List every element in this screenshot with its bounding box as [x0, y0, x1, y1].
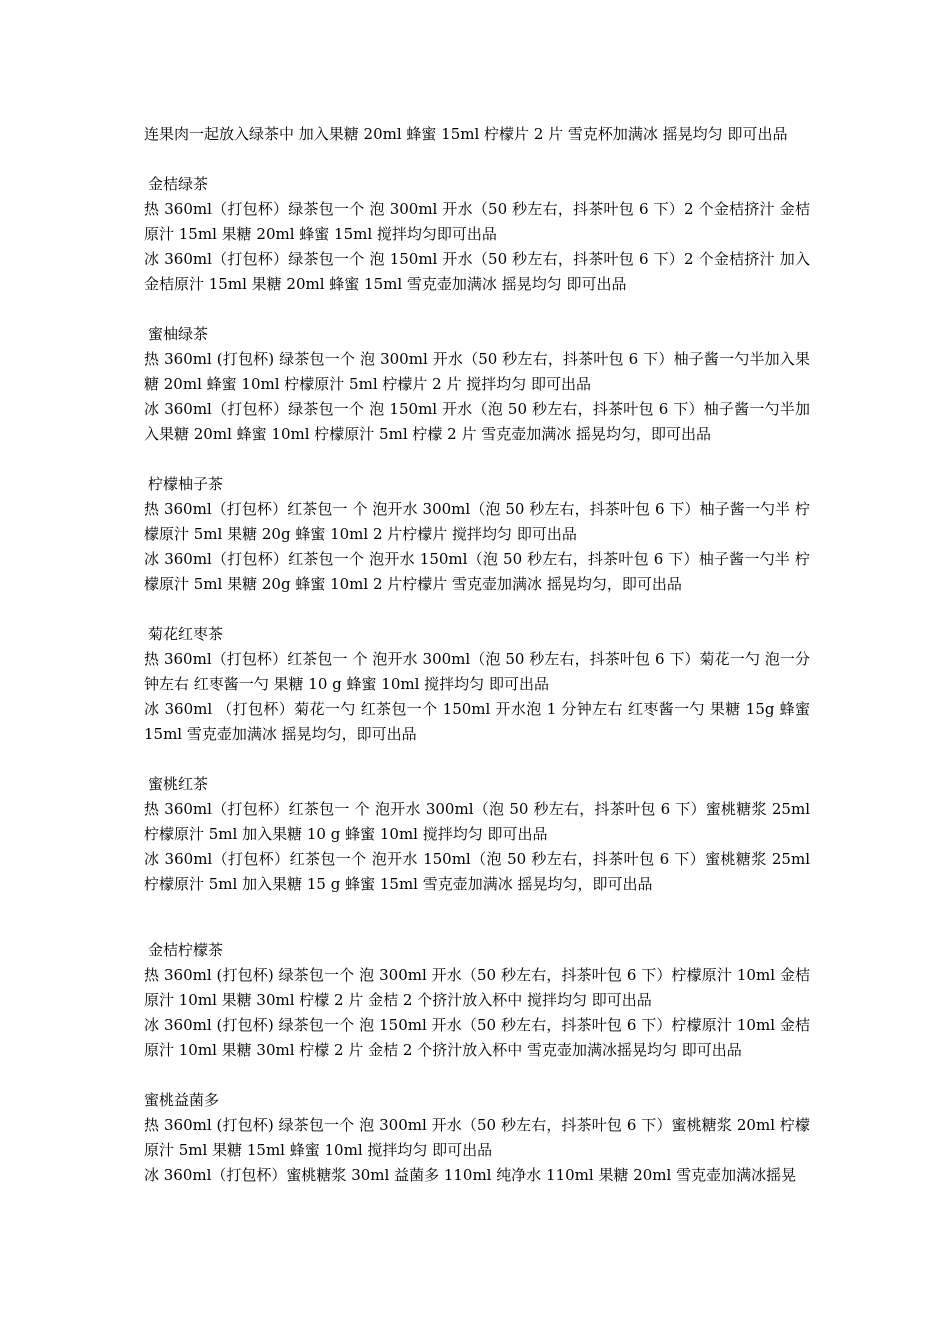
hot-recipe: 热 360ml (打包杯) 绿茶包一个 泡 300ml 开水（50 秒左右，抖茶叶包 6 下）柠檬原汁 10ml 金桔原汁 10ml 果糖 30ml 柠檬 2 片 金桔 2 个挤汁放入杯中 搅拌均匀 即可出品 [144, 966, 810, 1009]
hot-recipe: 热 360ml（打包杯）红茶包一 个 泡开水 300ml（泡 50 秒左右，抖茶叶包 6 下）菊花一勺 泡一分钟左右 红枣酱一勺 果糖 10 g 蜂蜜 10ml 搅拌均匀 即可出品 [144, 650, 810, 693]
cold-recipe: 冰 360ml（打包杯）红茶包一个 泡开水 150ml（泡 50 秒左右，抖茶叶包 6 下）蜜桃糖浆 25ml 柠檬原汁 5ml 加入果糖 15 g 蜂蜜 15ml 雪克壶加满冰 摇晃均匀，即可出品 [144, 850, 810, 893]
document-body [144, 122, 810, 1188]
cold-recipe: 冰 360ml（打包杯）红茶包一个 泡开水 150ml（泡 50 秒左右，抖茶叶包 6 下）柚子酱一勺半 柠檬原汁 5ml 果糖 20g 蜂蜜 10ml 2 片柠檬片 雪克壶加满冰 摇晃均匀，即可出品 [144, 550, 810, 593]
cold-recipe: 冰 360ml（打包杯）蜜桃糖浆 30ml 益菌多 110ml 纯净水 110ml 果糖 20ml 雪克壶加满冰摇晃 [144, 1166, 797, 1184]
hot-recipe: 热 360ml（打包杯）红茶包一 个 泡开水 300ml（泡 50 秒左右，抖茶叶包 6 下）柚子酱一勺半 柠檬原汁 5ml 果糖 20g 蜂蜜 10ml 2 片柠檬片 搅拌均匀 即可出品 [144, 500, 810, 543]
spacer [144, 897, 810, 938]
hot-recipe: 热 360ml（打包杯）绿茶包一个 泡 300ml 开水（50 秒左右，抖茶叶包 6 下）2 个金桔挤汁 金桔原汁 15ml 果糖 20ml 蜂蜜 15ml 搅拌均匀即可出品 [144, 200, 810, 243]
section-title: 蜜柚绿茶 [148, 325, 209, 343]
section-title: 金桔绿茶 [148, 175, 209, 193]
spacer [144, 147, 810, 172]
spacer [144, 1063, 810, 1088]
hot-recipe: 热 360ml (打包杯) 绿茶包一个 泡 300ml 开水（50 秒左右，抖茶叶包 6 下）蜜桃糖浆 20ml 柠檬原汁 5ml 果糖 15ml 蜂蜜 10ml 搅拌均匀 即可出品 [144, 1116, 810, 1159]
spacer [144, 597, 810, 622]
spacer [144, 447, 810, 472]
section-title: 蜜桃红茶 [148, 775, 209, 793]
intro-paragraph: 连果肉一起放入绿茶中 加入果糖 20ml 蜂蜜 15ml 柠檬片 2 片 雪克杯加满冰 摇晃均匀 即可出品 [144, 125, 788, 143]
hot-recipe: 热 360ml（打包杯）红茶包一 个 泡开水 300ml（泡 50 秒左右，抖茶叶包 6 下）蜜桃糖浆 25ml 柠檬原汁 5ml 加入果糖 10 g 蜂蜜 10ml 搅拌均匀 即可出品 [144, 800, 810, 843]
cold-recipe: 冰 360ml（打包杯）绿茶包一个 泡 150ml 开水（泡 50 秒左右，抖茶叶包 6 下）柚子酱一勺半加入果糖 20ml 蜂蜜 10ml 柠檬原汁 5ml 柠檬 2 片 雪克壶加满冰 摇晃均匀，即可出品 [144, 400, 810, 443]
cold-recipe: 冰 360ml (打包杯) 绿茶包一个 泡 150ml 开水（50 秒左右，抖茶叶包 6 下）柠檬原汁 10ml 金桔原汁 10ml 果糖 30ml 柠檬 2 片 金桔 2 个挤汁放入杯中 雪克壶加满冰摇晃均匀 即可出品 [144, 1016, 810, 1059]
section-title: 蜜桃益菌多 [144, 1091, 220, 1109]
section-title: 柠檬柚子茶 [148, 475, 224, 493]
spacer [144, 747, 810, 772]
spacer [144, 297, 810, 322]
hot-recipe: 热 360ml (打包杯) 绿茶包一个 泡 300ml 开水（50 秒左右，抖茶叶包 6 下）柚子酱一勺半加入果糖 20ml 蜂蜜 10ml 柠檬原汁 5ml 柠檬片 2 片 搅拌均匀 即可出品 [144, 350, 810, 393]
cold-recipe: 冰 360ml （打包杯）菊花一勺 红茶包一个 150ml 开水泡 1 分钟左右 红枣酱一勺 果糖 15g 蜂蜜 15ml 雪克壶加满冰 摇晃均匀，即可出品 [144, 700, 810, 743]
cold-recipe: 冰 360ml（打包杯）绿茶包一个 泡 150ml 开水（50 秒左右，抖茶叶包 6 下）2 个金桔挤汁 加入金桔原汁 15ml 果糖 20ml 蜂蜜 15ml 雪克壶加满冰 摇晃均匀 即可出品 [144, 250, 810, 293]
section-title: 菊花红枣茶 [148, 625, 224, 643]
section-title: 金桔柠檬茶 [148, 941, 224, 959]
